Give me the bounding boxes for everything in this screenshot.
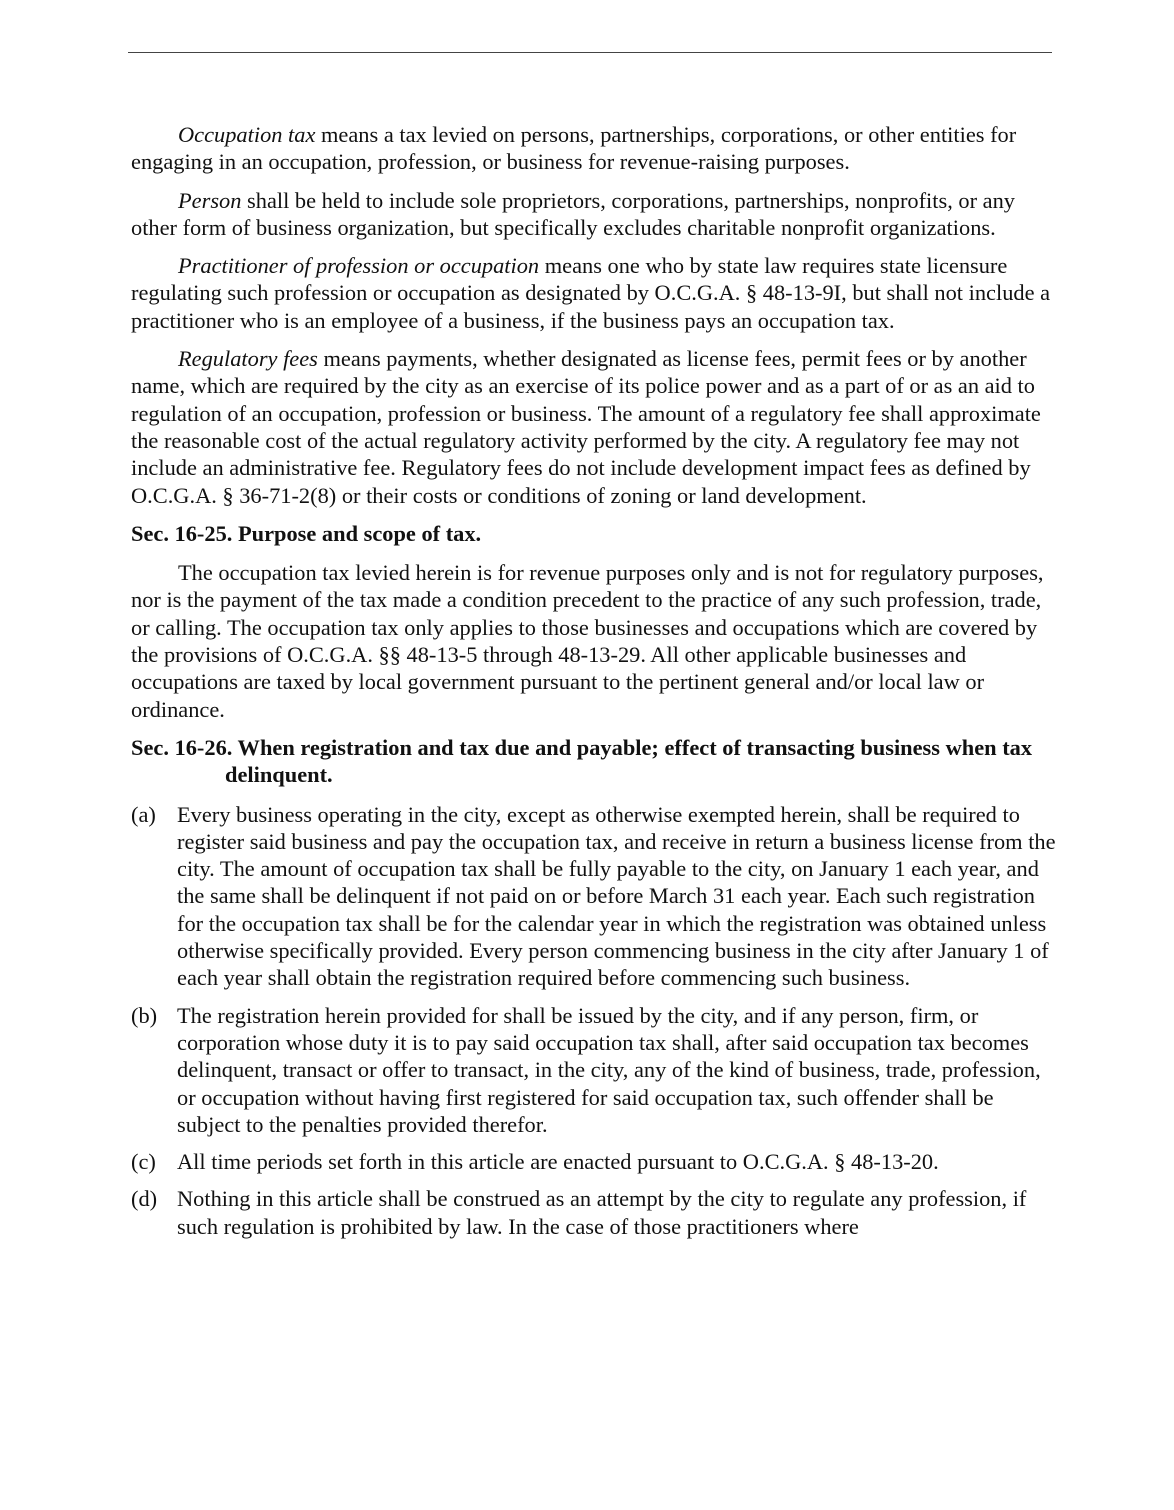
list-item-a — [131, 801, 1061, 992]
list-item-label: (b) — [131, 1002, 158, 1028]
list-item-c — [131, 1148, 1061, 1175]
list-item-text: The registration herein provided for shall be issued by the city, and if any person, firm, or corporation whose duty it is to pay said occupation tax shall, after said occupation tax becomes delinquent, transact or offer to transact, in the city, any of the kind of business, trade, profession, or occupation without having first registered for said occupation tax, such offender shall be subject to the penalties provided therefor. — [177, 1002, 1041, 1137]
definition-text: shall be held to include sole proprietors, corporations, partnerships, nonprofits, or any other form of business organization, but specifically excludes charitable nonprofit organizations. — [131, 187, 1015, 240]
list-item-b — [131, 1002, 1061, 1138]
definition-practitioner — [131, 252, 1061, 334]
list-item-label: (d) — [131, 1186, 158, 1212]
list-item-text: All time periods set forth in this article are enacted pursuant to O.C.G.A. § 48-13-20. — [177, 1149, 939, 1175]
list-item-d — [131, 1185, 1061, 1240]
list-item-text: Nothing in this article shall be construed as an attempt by the city to regulate any profession, if such regulation is prohibited by law. In the case of those practitioners where — [177, 1186, 1027, 1239]
definition-term: Occupation tax — [178, 122, 316, 147]
list-item-text: Every business operating in the city, except as otherwise exempted herein, shall be required to register said business and pay the occupation tax, and receive in return a business license from the city. The amount of occupation tax shall be fully payable to the city, on January 1 each year, and the same shall be delinquent if not paid on or before March 31 each year. Each such registration for the occupation tax shall be for the calendar year in which the registration was obtained unless otherwise specifically provided. Every person commencing business in the city after January 1 of each year shall obtain the registration required before commencing such business. — [177, 801, 1056, 991]
list-item-label: (c) — [131, 1149, 156, 1175]
definition-text: means payments, whether designated as license fees, permit fees or by another name, which are required by the city as an exercise of its police power and as a part of or as an aid to regulation of an occupation, profession or business. The amount of a regulatory fee shall approximate the reasonable cost of the actual regulatory activity performed by the city. A regulatory fee may not include an administrative fee. Regulatory fees do not include development impact fees as defined by O.C.G.A. § 36-71-2(8) or their costs or conditions of zoning or land development. — [131, 346, 1041, 508]
header-rule — [128, 52, 1052, 53]
definition-occupation-tax — [131, 121, 1061, 176]
list-item-label: (a) — [131, 801, 156, 827]
section-heading-16-25: Sec. 16-25. Purpose and scope of tax. — [131, 520, 482, 546]
definition-term: Person — [178, 187, 242, 213]
definition-regulatory-fees — [131, 345, 1061, 509]
definition-person — [131, 187, 1061, 242]
document-body — [131, 121, 1061, 1250]
definition-text: means a tax levied on persons, partnerships, corporations, or other entities for engaging in an occupation, profession, or business for revenue-raising purposes. — [131, 122, 1017, 175]
definition-term: Practitioner of profession or occupation — [178, 253, 540, 279]
section-heading-16-26: Sec. 16-26. When registration and tax due and payable; effect of transacting business when tax delinquent. — [131, 734, 1033, 788]
section-body-16-25: The occupation tax levied herein is for revenue purposes only and is not for regulatory purposes, nor is the payment of the tax made a condition precedent to the practice of any such profession, trade, or calling. The occupation tax only applies to those businesses and occupations which are covered by the provisions of O.C.G.A. §§ 48-13-5 through 48-13-29. All other applicable businesses and occupations are taxed by local government pursuant to the pertinent general and/or local law or ordinance. — [131, 560, 1044, 722]
definition-text: means one who by state law requires state licensure regulating such profession or occupation as designated by O.C.G.A. § 48-13-9I, but shall not include a practitioner who is an employee of a business, if the business pays an occupation tax. — [131, 253, 1051, 333]
definition-term: Regulatory fees — [178, 346, 318, 372]
